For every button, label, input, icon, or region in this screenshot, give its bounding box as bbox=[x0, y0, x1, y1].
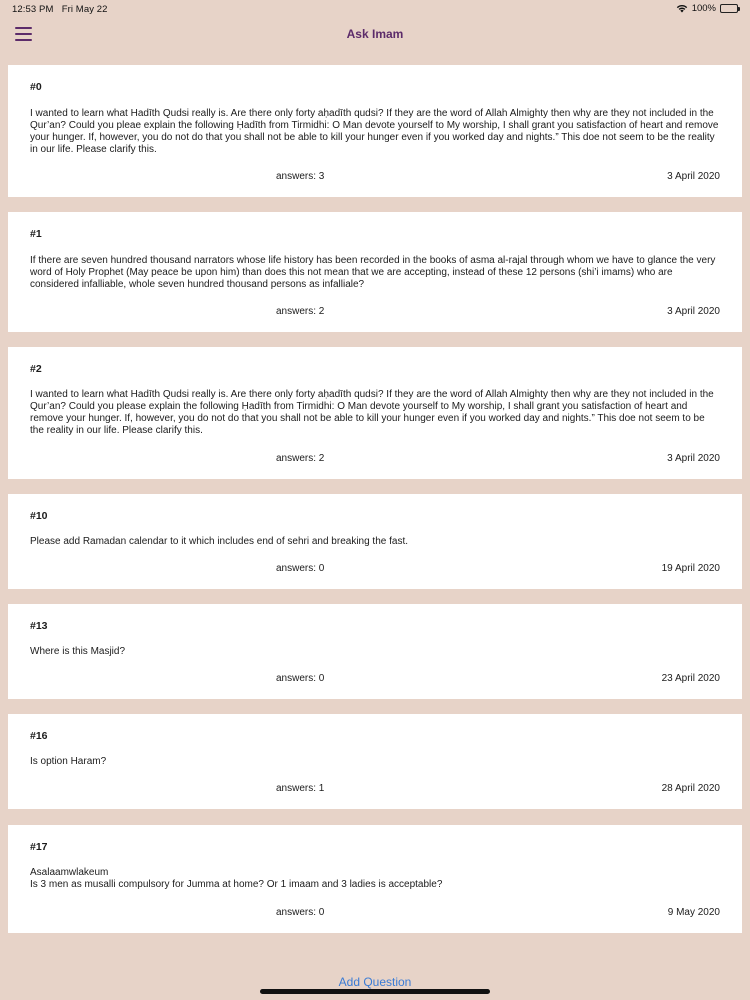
battery-percent: 100% bbox=[691, 3, 716, 14]
question-text: Asalaamwlakeum Is 3 men as musalli compulsory for Jumma at home? Or 1 imaam and 3 ladies is acceptable? bbox=[30, 867, 443, 890]
status-indicators bbox=[676, 3, 738, 14]
add-question-button[interactable]: Add Question bbox=[338, 975, 412, 989]
question-card[interactable] bbox=[8, 825, 742, 933]
question-date: 3 April 2020 bbox=[667, 306, 720, 317]
answers-count: answers: 0 bbox=[276, 673, 325, 684]
question-date: 23 April 2020 bbox=[661, 673, 720, 684]
question-id: #16 bbox=[30, 730, 48, 742]
answers-count: answers: 2 bbox=[276, 306, 325, 317]
answers-count: answers: 3 bbox=[276, 171, 325, 182]
home-indicator[interactable] bbox=[260, 989, 490, 994]
status-time: 12:53 PM bbox=[12, 4, 54, 15]
question-card[interactable] bbox=[8, 65, 742, 197]
question-id: #0 bbox=[30, 81, 42, 93]
answers-count: answers: 2 bbox=[276, 453, 325, 464]
question-date: 19 April 2020 bbox=[661, 563, 720, 574]
question-text: If there are seven hundred thousand narrators whose life history has been recorded in the books of asma al-rajal through whom we have to glance the very word of Holy Prophet (May peace be upon him) than does this not mean that we are accepting, instead of these 12 persons (shi’i imams) who are considered infalliable, whole seven hundred thousand persons as infalliale? bbox=[30, 255, 716, 290]
status-bar bbox=[0, 0, 750, 18]
question-date: 3 April 2020 bbox=[667, 453, 720, 464]
wifi-icon bbox=[676, 4, 688, 13]
question-text: Where is this Masjid? bbox=[30, 646, 126, 657]
answers-count: answers: 0 bbox=[276, 907, 325, 918]
question-date: 9 May 2020 bbox=[667, 907, 720, 918]
question-card[interactable] bbox=[8, 604, 742, 699]
question-id: #2 bbox=[30, 363, 42, 375]
question-id: #10 bbox=[30, 510, 48, 522]
question-date: 3 April 2020 bbox=[667, 171, 720, 182]
question-card[interactable] bbox=[8, 347, 742, 479]
battery-icon bbox=[720, 4, 738, 13]
page-title: Ask Imam bbox=[346, 27, 404, 41]
question-text: Please add Ramadan calendar to it which includes end of sehri and breaking the fast. bbox=[30, 536, 409, 547]
question-id: #13 bbox=[30, 620, 48, 632]
question-card[interactable] bbox=[8, 494, 742, 589]
answers-count: answers: 0 bbox=[276, 563, 325, 574]
question-date: 28 April 2020 bbox=[661, 783, 720, 794]
question-text: I wanted to learn what Hadīth Qudsi really is. Are there only forty aḥadīth qudsi? If they are the word of Allah Almighty then why are they not included in the Qur’an? Could you please explain the following Ḥadīth from Tirmidhi: O Man devote yourself to My worship, I shall grant you satisfaction of heart and remove your hunger. If, however, you do not do that you shall not be able to kill your hunger even if you worked day and nights.” This doe not seem to be the reality in our life. Please clarify this. bbox=[30, 389, 714, 436]
question-id: #17 bbox=[30, 841, 48, 853]
question-id: #1 bbox=[30, 228, 42, 240]
answers-count: answers: 1 bbox=[276, 783, 325, 794]
question-card[interactable] bbox=[8, 714, 742, 809]
status-time-date bbox=[12, 4, 108, 15]
status-date: Fri May 22 bbox=[61, 4, 108, 15]
question-text: I wanted to learn what Hadīth Qudsi really is. Are there only forty aḥadīth qudsi? If they are the word of Allah Almighty then why are they not included in the Qur’an? Could you pleae explain the following Ḥadīth from Tirmidhi: O Man devote yourself to My worship, I shall grant you satisfaction of heart and remove your hunger. If, however, you do not do that you shall not be able to kill your hunger even if you worked day and nights.” This doe not seem to be the reality in our life. Please clarify this. bbox=[30, 108, 719, 155]
question-card[interactable] bbox=[8, 212, 742, 332]
nav-bar bbox=[0, 18, 750, 50]
question-text: Is option Haram? bbox=[30, 756, 107, 767]
